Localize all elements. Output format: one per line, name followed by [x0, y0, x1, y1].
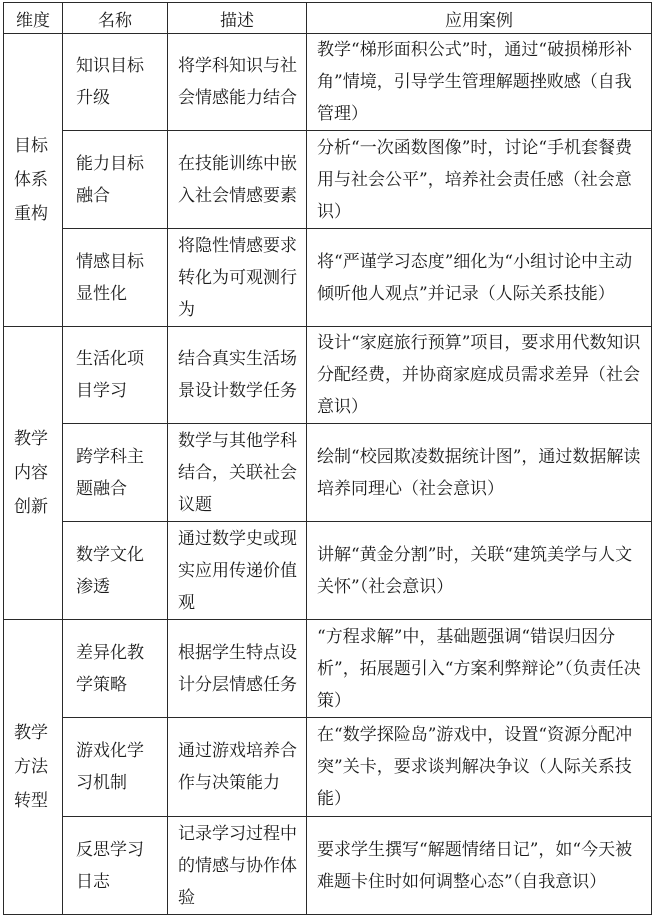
name-cell: 生活化项目学习 [63, 327, 168, 424]
dimension-cell: 目标体系重构 [4, 34, 63, 327]
table-row [4, 718, 652, 817]
name-cell: 能力目标融合 [63, 131, 168, 229]
name-cell: 差异化教学策略 [63, 620, 168, 718]
description-cell: 数学与其他学科结合，关联社会议题 [168, 424, 307, 522]
name-cell: 游戏化学习机制 [63, 718, 168, 817]
case-cell: 教学“梯形面积公式”时，通过“破损梯形补角”情境，引导学生管理解题挫败感（自我管理） [307, 34, 652, 131]
description-cell: 结合真实生活场景设计数学任务 [168, 327, 307, 424]
description-cell: 将隐性情感要求转化为可观测行为 [168, 229, 307, 327]
sel-framework-table [3, 2, 652, 915]
header-description: 描述 [168, 3, 307, 34]
description-cell: 在技能训练中嵌入社会情感要素 [168, 131, 307, 229]
dimension-cell: 教学内容创新 [4, 327, 63, 620]
description-cell: 将学科知识与社会情感能力结合 [168, 34, 307, 131]
case-cell: 设计“家庭旅行预算”项目，要求用代数知识分配经费，并协商家庭成员需求差异（社会意识） [307, 327, 652, 424]
name-cell: 知识目标升级 [63, 34, 168, 131]
table-row [4, 424, 652, 522]
table-row [4, 229, 652, 327]
case-cell: 分析“一次函数图像”时，讨论“手机套餐费用与社会公平”，培养社会责任感（社会意识） [307, 131, 652, 229]
case-cell: “方程求解”中，基础题强调“错误归因分析”，拓展题引入“方案利弊辩论”（负责任决策） [307, 620, 652, 718]
case-cell: 在“数学探险岛”游戏中，设置“资源分配冲突”关卡，要求谈判解决争议（人际关系技能） [307, 718, 652, 817]
name-cell: 情感目标显性化 [63, 229, 168, 327]
header-row [4, 3, 652, 34]
table-row [4, 34, 652, 131]
case-cell: 绘制“校园欺凌数据统计图”，通过数据解读培养同理心（社会意识） [307, 424, 652, 522]
table-row [4, 327, 652, 424]
case-cell: 要求学生撰写“解题情绪日记”，如“今天被难题卡住时如何调整心态”（自我意识） [307, 817, 652, 915]
header-name: 名称 [63, 3, 168, 34]
table-row [4, 131, 652, 229]
description-cell: 根据学生特点设计分层情感任务 [168, 620, 307, 718]
dimension-cell: 教学方法转型 [4, 620, 63, 915]
case-cell: 将“严谨学习态度”细化为“小组讨论中主动倾听他人观点”并记录（人际关系技能） [307, 229, 652, 327]
name-cell: 数学文化渗透 [63, 522, 168, 620]
header-case: 应用案例 [307, 3, 652, 34]
name-cell: 跨学科主题融合 [63, 424, 168, 522]
table-row [4, 620, 652, 718]
document-page [3, 2, 652, 915]
case-cell: 讲解“黄金分割”时，关联“建筑美学与人文关怀”（社会意识） [307, 522, 652, 620]
table-row [4, 522, 652, 620]
name-cell: 反思学习日志 [63, 817, 168, 915]
description-cell: 通过数学史或现实应用传递价值观 [168, 522, 307, 620]
description-cell: 通过游戏培养合作与决策能力 [168, 718, 307, 817]
table-row [4, 817, 652, 915]
header-dimension: 维度 [4, 3, 63, 34]
description-cell: 记录学习过程中的情感与协作体验 [168, 817, 307, 915]
